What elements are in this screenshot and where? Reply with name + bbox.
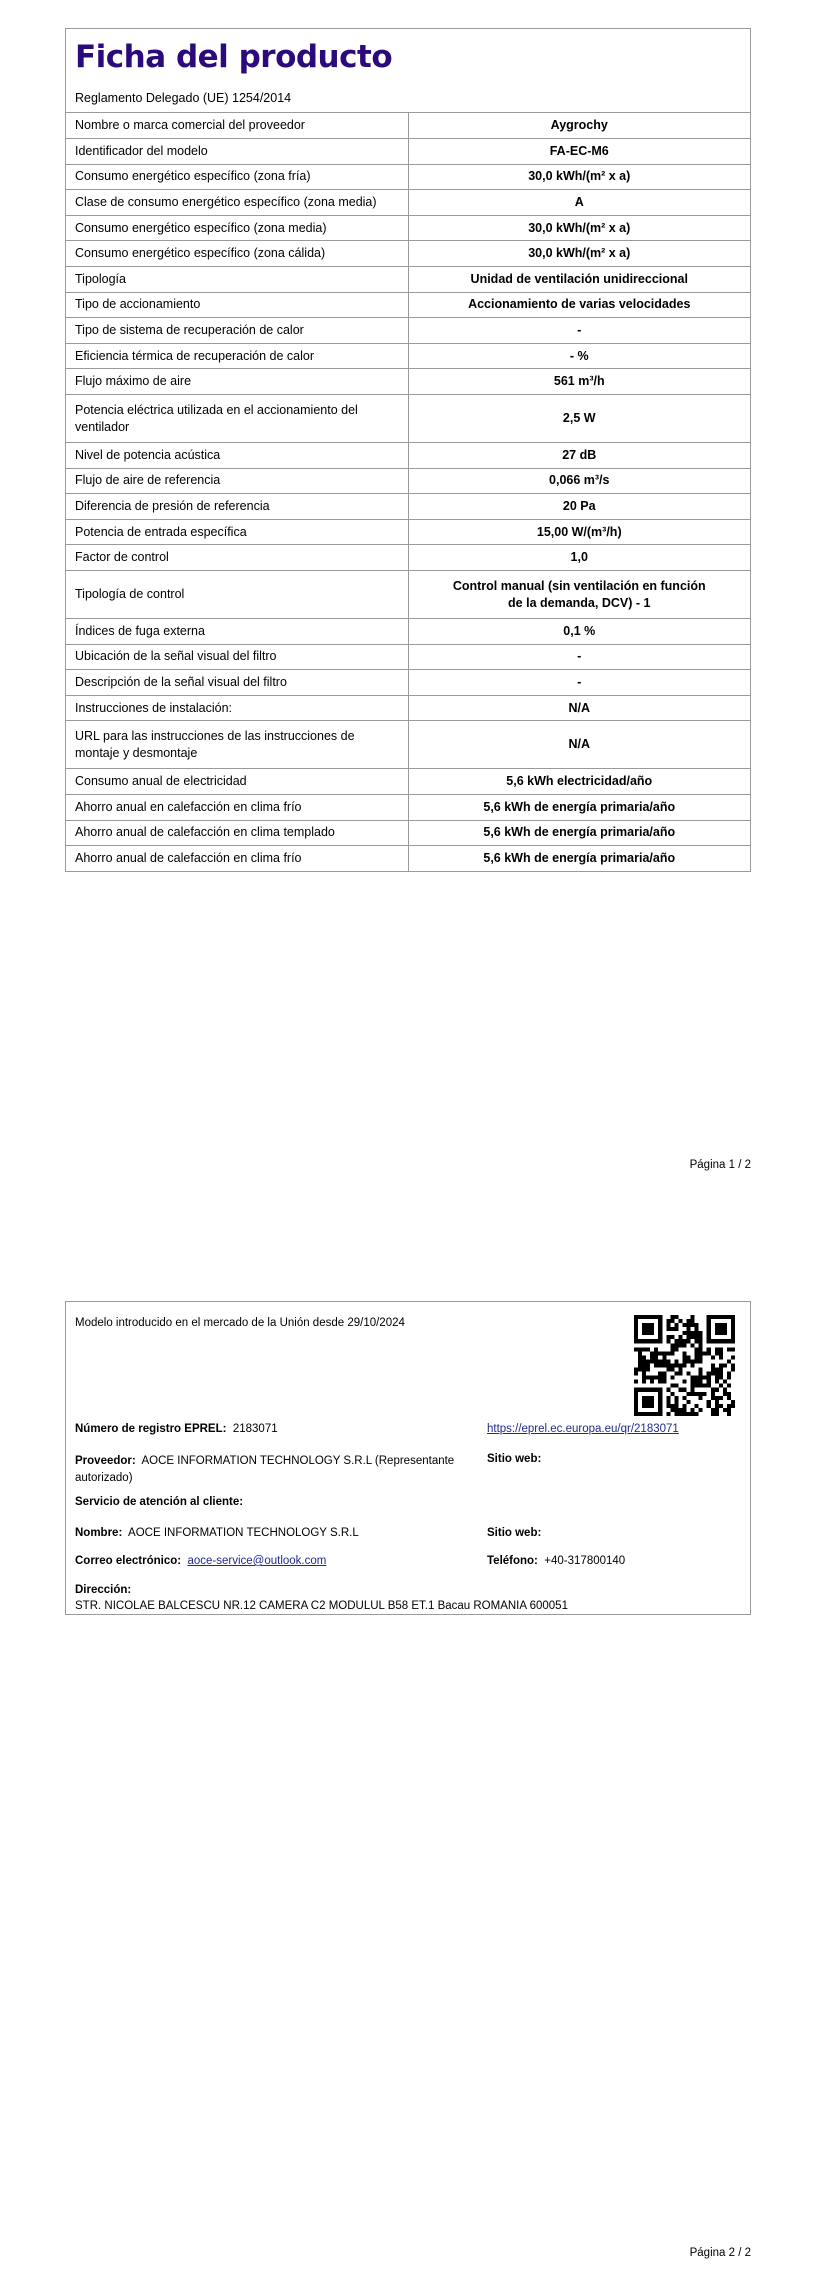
row-label: Diferencia de presión de referencia — [66, 494, 408, 520]
row-value: - — [408, 644, 750, 670]
row-label: Eficiencia térmica de recuperación de calor — [66, 343, 408, 369]
row-value: - — [408, 670, 750, 696]
eprel-box — [65, 1301, 751, 1615]
row-label: Identificador del modelo — [66, 139, 408, 165]
row-value: Unidad de ventilación unidireccional — [408, 267, 750, 293]
row-label: Flujo de aire de referencia — [66, 468, 408, 494]
row-label: Nivel de potencia acústica — [66, 443, 408, 469]
name-label: Nombre: — [75, 1527, 123, 1539]
row-label: Ubicación de la señal visual del filtro — [66, 644, 408, 670]
address-block — [75, 1582, 568, 1614]
row-label: URL para las instrucciones de las instrucciones de montaje y desmontaje — [66, 721, 408, 769]
regulation-subtitle: Reglamento Delegado (UE) 1254/2014 — [75, 91, 292, 105]
market-date-text: Modelo introducido en el mercado de la Unión desde 29/10/2024 — [75, 1317, 405, 1329]
row-label: Tipo de sistema de recuperación de calor — [66, 318, 408, 344]
row-label: Tipología de control — [66, 571, 408, 619]
row-value: 0,066 m³/s — [408, 468, 750, 494]
table-row — [66, 395, 750, 443]
table-row — [66, 343, 750, 369]
row-value: 5,6 kWh de energía primaria/año — [408, 846, 750, 872]
phone-label: Teléfono: — [487, 1555, 538, 1567]
phone-value: +40-317800140 — [544, 1555, 626, 1567]
table-row — [66, 769, 750, 795]
table-row — [66, 644, 750, 670]
row-label: Clase de consumo energético específico (zona media) — [66, 190, 408, 216]
row-label: Nombre o marca comercial del proveedor — [66, 113, 408, 139]
contact-email — [75, 1555, 326, 1567]
supplier-value: AOCE INFORMATION TECHNOLOGY S.R.L (Representante autorizado) — [75, 1455, 455, 1484]
table-row — [66, 369, 750, 395]
row-value: 30,0 kWh/(m² x a) — [408, 241, 750, 267]
table-row — [66, 695, 750, 721]
table-row — [66, 571, 750, 619]
row-label: Consumo anual de electricidad — [66, 769, 408, 795]
qr-code-icon[interactable] — [634, 1315, 735, 1416]
address-value: STR. NICOLAE BALCESCU NR.12 CAMERA C2 MODULUL B58 ET.1 Bacau ROMANIA 600051 — [75, 1600, 568, 1612]
row-label: Potencia eléctrica utilizada en el accionamiento del ventilador — [66, 395, 408, 443]
table-row — [66, 794, 750, 820]
table-row — [66, 267, 750, 293]
row-value: 27 dB — [408, 443, 750, 469]
row-value: N/A — [408, 695, 750, 721]
table-row — [66, 215, 750, 241]
row-label: Factor de control — [66, 545, 408, 571]
supplier-website-label: Sitio web: — [487, 1453, 542, 1465]
table-row — [66, 494, 750, 520]
row-value: 5,6 kWh electricidad/año — [408, 769, 750, 795]
name-value: AOCE INFORMATION TECHNOLOGY S.R.L — [128, 1527, 359, 1539]
table-row — [66, 619, 750, 645]
page-number-1: Página 1 / 2 — [689, 1159, 751, 1171]
row-value: 0,1 % — [408, 619, 750, 645]
row-value: 30,0 kWh/(m² x a) — [408, 215, 750, 241]
table-row — [66, 292, 750, 318]
row-label: Tipología — [66, 267, 408, 293]
row-value: - % — [408, 343, 750, 369]
eprel-registration — [75, 1423, 278, 1435]
email-link[interactable]: aoce-service@outlook.com — [187, 1555, 327, 1567]
row-label: Flujo máximo de aire — [66, 369, 408, 395]
contact-website-label: Sitio web: — [487, 1527, 542, 1539]
row-value: 5,6 kWh de energía primaria/año — [408, 794, 750, 820]
row-value: A — [408, 190, 750, 216]
email-label: Correo electrónico: — [75, 1555, 182, 1567]
contact-phone — [487, 1555, 625, 1567]
contact-name — [75, 1527, 359, 1539]
table-row — [66, 519, 750, 545]
row-label: Ahorro anual de calefacción en clima frío — [66, 846, 408, 872]
row-label: Tipo de accionamiento — [66, 292, 408, 318]
table-row — [66, 318, 750, 344]
row-value: Aygrochy — [550, 118, 608, 133]
row-value: FA-EC-M6 — [408, 139, 750, 165]
row-label: Consumo energético específico (zona media) — [66, 215, 408, 241]
supplier-block — [75, 1453, 475, 1487]
row-label: Índices de fuga externa — [66, 619, 408, 645]
page-number-2: Página 2 / 2 — [689, 2247, 751, 2259]
customer-service-label: Servicio de atención al cliente: — [75, 1496, 244, 1508]
row-value: N/A — [408, 721, 750, 769]
row-label: Descripción de la señal visual del filtro — [66, 670, 408, 696]
table-row — [66, 190, 750, 216]
row-label: Potencia de entrada específica — [66, 519, 408, 545]
row-value: 30,0 kWh/(m² x a) — [408, 164, 750, 190]
table-row — [66, 846, 750, 872]
page-title: Ficha del producto — [75, 39, 393, 75]
sheet-header — [66, 29, 750, 113]
row-value: 2,5 W — [408, 395, 750, 443]
row-label: Ahorro anual de calefacción en clima templado — [66, 820, 408, 846]
table-row — [66, 721, 750, 769]
row-value: Control manual (sin ventilación en función de la demanda, DCV) - 1 — [408, 571, 750, 619]
table-row — [66, 241, 750, 267]
table-row — [66, 545, 750, 571]
row-label: Consumo energético específico (zona cálida) — [66, 241, 408, 267]
registration-number: 2183071 — [232, 1423, 278, 1435]
row-value: 15,00 W/(m³/h) — [408, 519, 750, 545]
row-value: 1,0 — [408, 545, 750, 571]
registration-label: Número de registro EPREL: — [75, 1423, 227, 1435]
eprel-qr-link[interactable]: https://eprel.ec.europa.eu/qr/2183071 — [487, 1423, 679, 1435]
table-row — [66, 164, 750, 190]
table-row — [66, 468, 750, 494]
row-value: 20 Pa — [408, 494, 750, 520]
row-label: Consumo energético específico (zona fría) — [66, 164, 408, 190]
table-row — [66, 443, 750, 469]
row-value: 561 m³/h — [408, 369, 750, 395]
row-value: - — [408, 318, 750, 344]
table-row — [66, 113, 750, 139]
row-label: Ahorro anual en calefacción en clima frío — [66, 794, 408, 820]
product-sheet — [65, 28, 751, 872]
row-value: 5,6 kWh de energía primaria/año — [408, 820, 750, 846]
row-value: Accionamiento de varias velocidades — [408, 292, 750, 318]
table-row — [66, 139, 750, 165]
table-row — [66, 670, 750, 696]
table-row — [66, 820, 750, 846]
spec-table — [66, 113, 750, 871]
supplier-label: Proveedor: — [75, 1455, 136, 1467]
address-label: Dirección: — [75, 1584, 132, 1596]
row-label: Instrucciones de instalación: — [66, 695, 408, 721]
